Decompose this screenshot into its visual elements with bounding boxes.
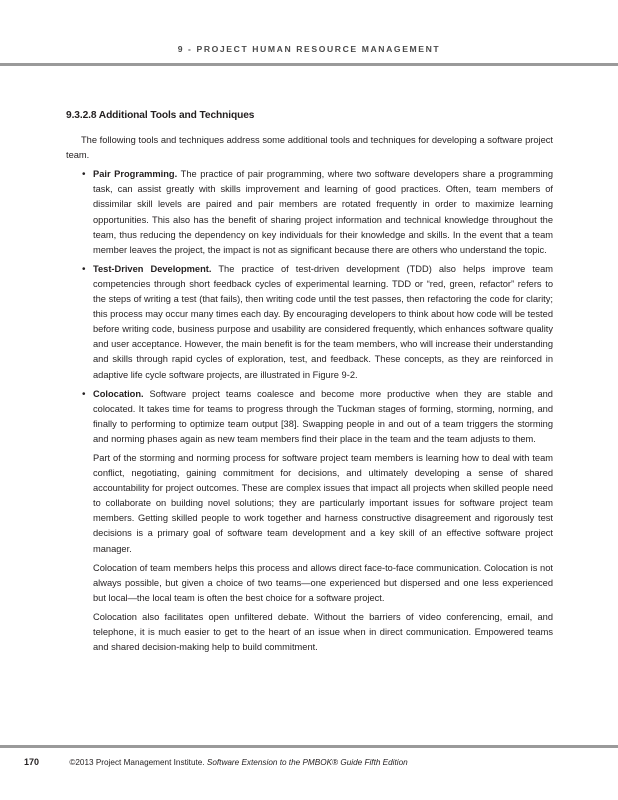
intro-paragraph: The following tools and techniques address some additional tools and techniques for developing a software project team. bbox=[66, 135, 553, 161]
section-heading: 9.3.2.8 Additional Tools and Techniques bbox=[66, 110, 255, 121]
item-text: Software project teams coalesce and become more productive when they are stable and colocated. It takes time for teams to progress through the Tuckman stages of forming, storming, norming, and finally to performing to optimize team output [38]. Swapping people in and out of a team triggers the storming and norming phases again as new team members find their place in the team and the team adjusts to them. bbox=[93, 388, 553, 444]
item-paragraph: Colocation also facilitates open unfiltered debate. Without the barriers of video conferencing, email, and telephone, it is much easier to get to the heart of an issue when in direct communication. Empowered teams and shared decision-making help to build commitment. bbox=[93, 611, 553, 653]
item-paragraph bbox=[93, 387, 553, 447]
item-text: The practice of test-driven development (TDD) also helps improve team competencies through short feedback cycles of experimental learning. TDD or “red, green, refactor” refers to the steps of writing a test (that fails), then writing code until the test passes, then refactoring the code for clarity; this process may occur many times each day. By encouraging developers to think about how code will be tested before writing code, business purpose and usability are considered frequently, which enhances software quality and user acceptance. However, the main benefit is for the team members, who will increase their understanding and skills through rapid cycles of exploration, test, and feedback. These concepts, as they are reinforced in adaptive life cycle software projects, are illustrated in Figure 9-2. bbox=[93, 263, 553, 380]
bullet-icon: • bbox=[82, 263, 86, 275]
footer-rule bbox=[0, 745, 618, 748]
item-paragraph: Colocation of team members helps this process and allows direct face-to-face communication. Colocation is not always possible, but given a choice of two teams—one experienced but dispersed and one less experienced but local—the local team is often the best choice for a software project. bbox=[93, 562, 553, 603]
item-term: Pair Programming. bbox=[93, 169, 178, 180]
item-paragraph bbox=[93, 262, 553, 383]
bullet-icon: • bbox=[82, 169, 86, 181]
running-header: 9 - PROJECT HUMAN RESOURCE MANAGEMENT bbox=[177, 44, 441, 54]
book-title: Software Extension to the PMBOK® Guide Fifth Edition bbox=[206, 758, 408, 767]
list-item bbox=[82, 387, 553, 656]
page-footer bbox=[24, 757, 408, 767]
bullet-icon: • bbox=[82, 388, 86, 400]
list-item bbox=[82, 262, 553, 383]
item-text: The practice of pair programming, where two software developers share a programming task, can assist greatly with skills improvement and learning of good practices. Often, team members of dissimilar skill levels are paired and pair members are rotated frequently in order to maximize learning opportunities. This also has the benefit of sharing project information and technical knowledge throughout the team, thus reducing the dependency on key individuals for their knowledge and skills. In the event that a team member leaves the project, the impact is not as significant because there are others who understand the topic. bbox=[93, 169, 553, 255]
item-term: Test-Driven Development. bbox=[93, 263, 212, 274]
copyright-text: ©2013 Project Management Institute. bbox=[69, 758, 205, 767]
main-content bbox=[66, 108, 553, 659]
page-number: 170 bbox=[24, 757, 40, 767]
header-rule bbox=[0, 63, 618, 66]
list-item bbox=[82, 167, 553, 258]
item-paragraph: Part of the storming and norming process for software project team members is learning how to deal with team conflict, negotiating, gaining commitment for decisions, and ultimately developing a sense of shared accountability for project outcomes. These are complex issues that impact all projects when skilled people need to collaborate on building novel solutions; they are particularly important issues for software project team members. Getting skilled people to work together and harness constructive disagreement and rigorously test decisions is a primary goal of software team development and a key skill of an effective software project manager. bbox=[93, 452, 553, 554]
item-paragraph bbox=[93, 167, 553, 258]
technique-list bbox=[66, 167, 553, 655]
item-term: Colocation. bbox=[93, 388, 144, 399]
